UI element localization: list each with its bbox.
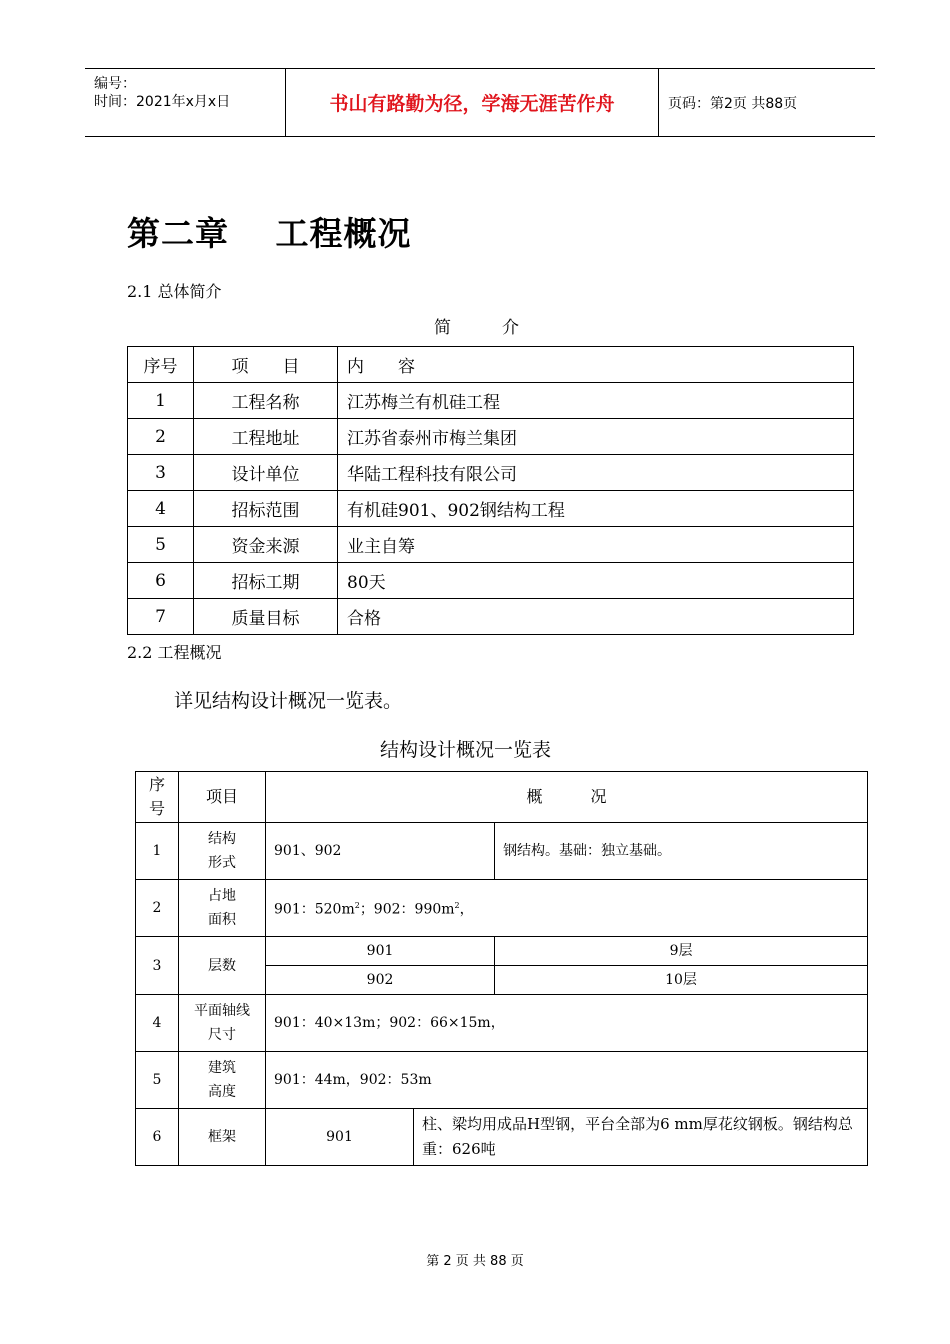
row-no: 6: [136, 1109, 179, 1166]
row-item: 设计单位: [194, 455, 338, 491]
table-row: [136, 937, 868, 966]
col-header-content: 内 容: [338, 347, 854, 383]
table-row: [128, 527, 854, 563]
row-item: 层数: [179, 937, 266, 995]
row-item: 招标工期: [194, 563, 338, 599]
row-item: 招标范围: [194, 491, 338, 527]
row-no: 6: [128, 563, 194, 599]
row-no: 7: [128, 599, 194, 635]
row-content: 有机硅901、902钢结构工程: [338, 491, 854, 527]
row-no: 3: [128, 455, 194, 491]
row-value: 901：40×13m；902：66×15m，: [266, 995, 868, 1052]
header-motto: 书山有路勤为径，学海无涯苦作舟: [286, 69, 659, 136]
row-item: 框架: [179, 1109, 266, 1166]
table-row: [128, 455, 854, 491]
row-item: 建筑 高度: [179, 1052, 266, 1109]
table-header-row: [128, 347, 854, 383]
table-row: [136, 880, 868, 937]
table-header-row: [136, 772, 868, 823]
row-item: 占地 面积: [179, 880, 266, 937]
row-value: 901: [266, 937, 495, 966]
row-value: 柱、梁均用成品H型钢，平台全部为6 mm厚花纹钢板。钢结构总重：626吨: [414, 1109, 868, 1166]
page-header: [85, 68, 875, 137]
table-row: [128, 599, 854, 635]
section-2-intro: 详见结构设计概况一览表。: [174, 690, 403, 712]
col-header-overview: 概 况: [266, 772, 868, 823]
row-value: 901：44m，902：53m: [266, 1052, 868, 1109]
page-footer: 第 2 页 共 88 页: [426, 1254, 524, 1269]
row-no: 5: [128, 527, 194, 563]
table-row: [136, 823, 868, 880]
col-header-no: 序 号: [136, 772, 179, 823]
row-content: 华陆工程科技有限公司: [338, 455, 854, 491]
area-902: ；902：990m: [359, 901, 455, 918]
row-item: 工程地址: [194, 419, 338, 455]
section-2-heading: 2.2 工程概况: [127, 643, 222, 662]
row-content: 江苏省泰州市梅兰集团: [338, 419, 854, 455]
row-item: 资金来源: [194, 527, 338, 563]
row-no: 5: [136, 1052, 179, 1109]
table-row: [128, 563, 854, 599]
row-no: 2: [136, 880, 179, 937]
table-row: [128, 383, 854, 419]
table-1-caption: 简 介: [434, 318, 519, 338]
date-line: 时间：2021年x月x日: [94, 94, 231, 110]
table-2-caption: 结构设计概况一览表: [380, 739, 552, 761]
row-item: 工程名称: [194, 383, 338, 419]
table-row: [128, 491, 854, 527]
serial-label: 编号：: [94, 76, 136, 92]
row-no: 1: [136, 823, 179, 880]
section-1-heading: 2.1 总体简介: [127, 282, 222, 301]
table-row: [136, 995, 868, 1052]
overview-table: [127, 346, 854, 635]
table-row: [136, 1052, 868, 1109]
sup-901: 2: [354, 901, 360, 911]
row-item: 质量目标: [194, 599, 338, 635]
row-no: 2: [128, 419, 194, 455]
row-no: 3: [136, 937, 179, 995]
row-content: 80天: [338, 563, 854, 599]
table-row: [128, 419, 854, 455]
row-no: 4: [136, 995, 179, 1052]
row-content: 业主自筹: [338, 527, 854, 563]
col-header-item: 项目: [179, 772, 266, 823]
table-row: [136, 1109, 868, 1166]
row-item: 结构 形式: [179, 823, 266, 880]
col-header-item: 项 目: [194, 347, 338, 383]
chapter-title: 第二章 工程概况: [127, 214, 412, 253]
row-content: 合格: [338, 599, 854, 635]
header-left-cell: [85, 69, 286, 136]
row-value: 901: [266, 1109, 414, 1166]
row-value: 9层: [495, 937, 868, 966]
area-901: 901：520m: [274, 901, 355, 918]
row-value: [266, 880, 868, 937]
row-value: 10层: [495, 966, 868, 995]
structure-table: [135, 771, 868, 1166]
row-no: 1: [128, 383, 194, 419]
sup-902: 2: [454, 901, 460, 911]
row-no: 4: [128, 491, 194, 527]
row-value: 钢结构。基础：独立基础。: [495, 823, 868, 880]
row-item: 平面轴线 尺寸: [179, 995, 266, 1052]
header-page-info: 页码：第2页 共88页: [668, 95, 798, 112]
row-content: 江苏梅兰有机硅工程: [338, 383, 854, 419]
area-end: ，: [459, 901, 474, 918]
col-header-no: 序号: [128, 347, 194, 383]
row-value: 902: [266, 966, 495, 995]
row-value: 901、902: [266, 823, 495, 880]
